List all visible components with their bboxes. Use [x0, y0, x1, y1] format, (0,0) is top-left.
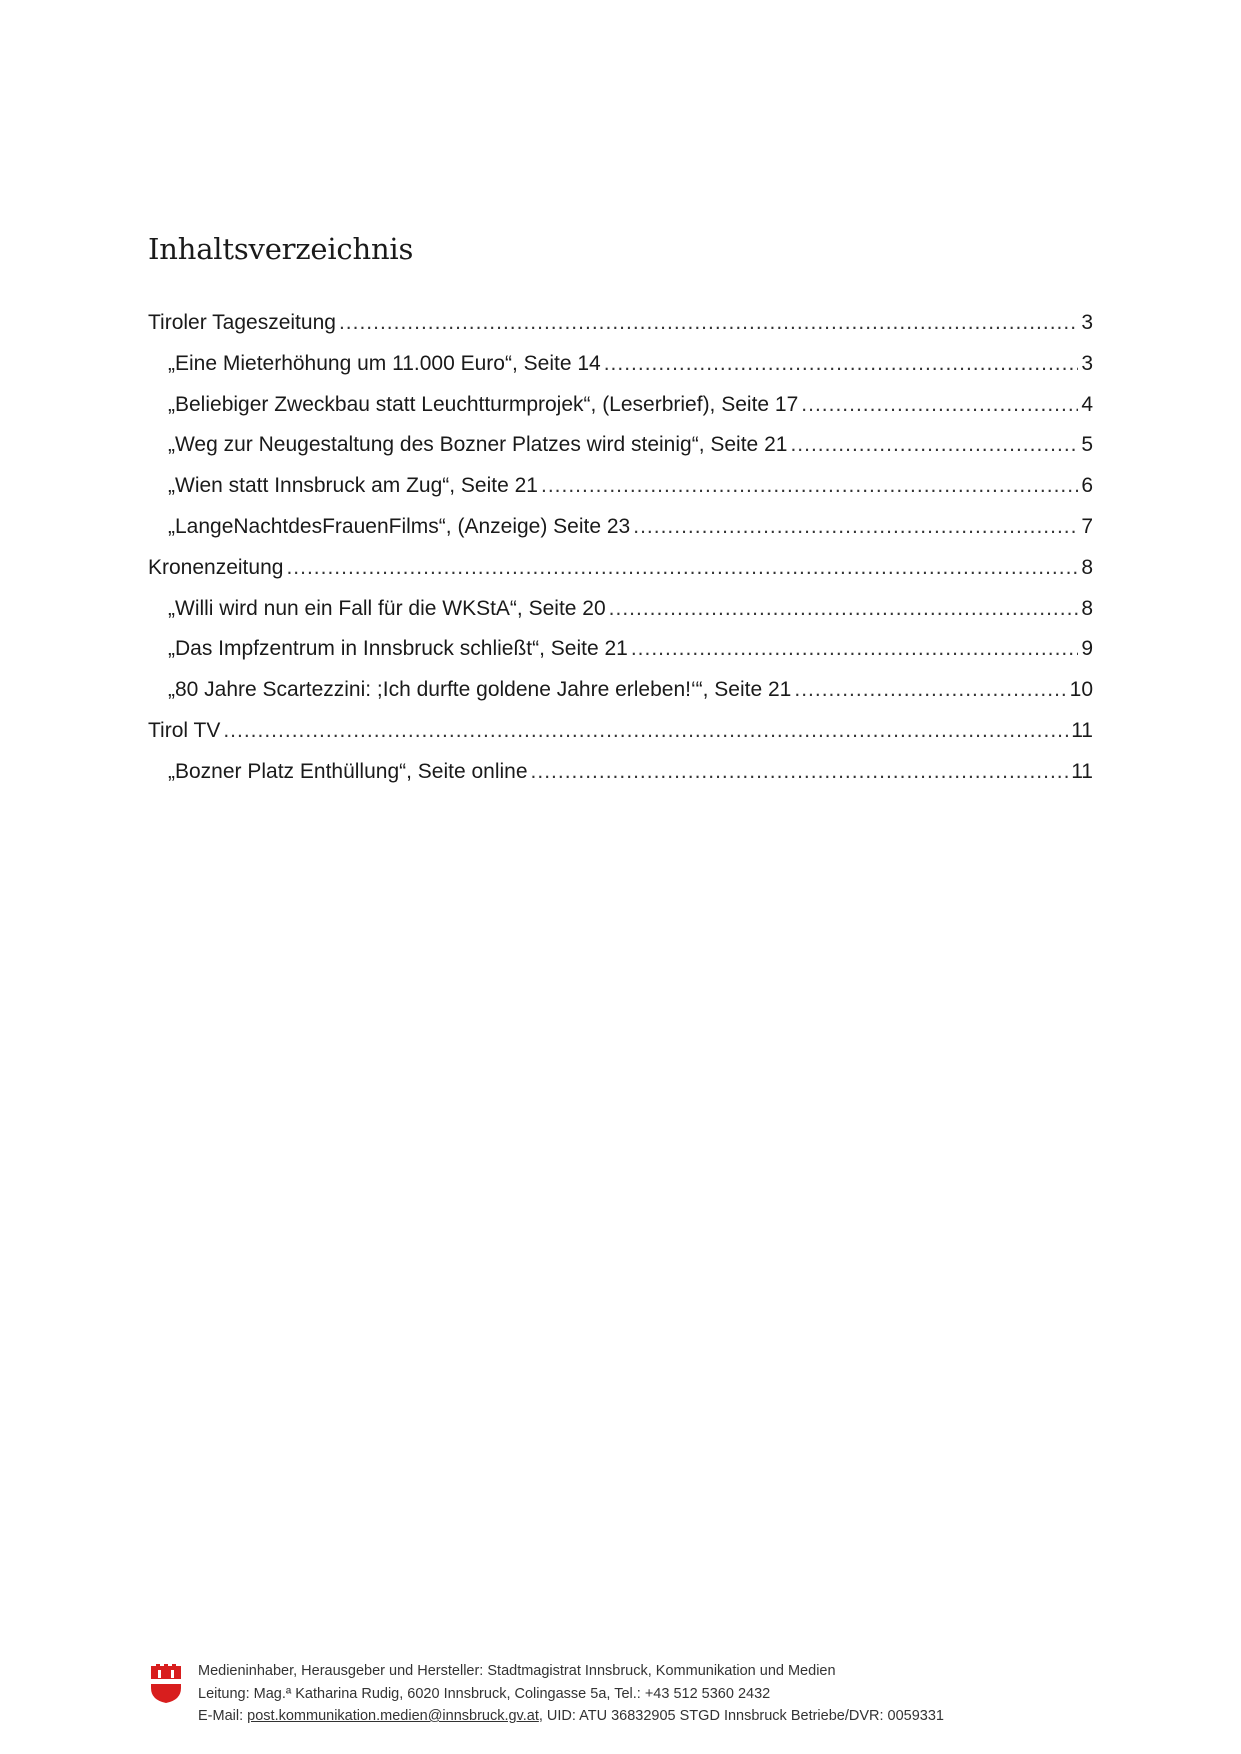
toc-dot-leader	[339, 303, 1078, 344]
toc-dot-leader	[609, 589, 1079, 630]
footer	[150, 1660, 1090, 1730]
page-title: Inhaltsverzeichnis	[148, 232, 414, 266]
toc-page-number: 3	[1081, 311, 1093, 334]
toc-page-number: 6	[1081, 474, 1093, 498]
toc-section-entry[interactable]	[148, 303, 1093, 344]
toc-section-entry[interactable]	[148, 548, 1093, 589]
toc-article-entry[interactable]	[148, 385, 1093, 426]
toc-article-entry[interactable]	[148, 589, 1093, 630]
toc-entry-title: Kronenzeitung	[148, 555, 284, 579]
toc-entry-title: „Wien statt Innsbruck am Zug“, Seite 21	[168, 474, 538, 498]
toc-page-number: 8	[1081, 596, 1093, 620]
footer-text	[198, 1660, 944, 1728]
footer-email-prefix: E-Mail:	[198, 1708, 248, 1724]
toc-entry-title: „Weg zur Neugestaltung des Bozner Platzes wird steinig“, Seite 21	[168, 433, 788, 457]
toc-dot-leader	[223, 711, 1068, 752]
toc-entry-title: Tirol TV	[148, 718, 221, 742]
toc-page-number: 9	[1081, 637, 1093, 661]
footer-line-contact: Leitung: Mag.ª Katharina Rudig, 6020 Innsbruck, Colingasse 5a, Tel.: +43 512 5360 2432	[198, 1685, 771, 1702]
toc-article-entry[interactable]	[148, 344, 1093, 385]
toc-section-entry[interactable]	[148, 711, 1093, 752]
toc-dot-leader	[631, 629, 1078, 670]
toc-dot-leader	[794, 670, 1066, 711]
toc-page-number: 7	[1081, 514, 1093, 538]
toc-entry-title: „LangeNachtdesFrauenFilms“, (Anzeige) Seite 23	[168, 514, 631, 538]
footer-line-email	[198, 1705, 944, 1728]
toc-dot-leader	[801, 385, 1078, 426]
toc-article-entry[interactable]	[148, 629, 1093, 670]
toc-page-number: 11	[1071, 759, 1093, 783]
toc-entry-title: „Das Impfzentrum in Innsbruck schließt“, Seite 21	[168, 637, 628, 661]
table-of-contents	[148, 303, 1093, 793]
footer-line-publisher: Medieninhaber, Herausgeber und Hersteller: Stadtmagistrat Innsbruck, Kommunikation und Medien	[198, 1663, 836, 1679]
toc-page-number: 5	[1081, 433, 1093, 457]
innsbruck-coat-of-arms-icon	[150, 1664, 182, 1704]
toc-entry-title: „Bozner Platz Enthüllung“, Seite online	[168, 759, 528, 783]
footer-email-suffix: , UID: ATU 36832905 STGD Innsbruck Betriebe/DVR: 0059331	[538, 1708, 944, 1724]
toc-page-number: 8	[1081, 555, 1093, 579]
toc-page-number: 4	[1081, 392, 1093, 416]
toc-article-entry[interactable]	[148, 670, 1093, 711]
toc-page-number: 10	[1069, 678, 1093, 702]
toc-dot-leader	[604, 344, 1079, 385]
toc-entry-title: Tiroler Tageszeitung	[148, 311, 336, 334]
toc-page-number: 11	[1071, 718, 1093, 742]
toc-dot-leader	[531, 752, 1069, 793]
toc-dot-leader	[286, 548, 1078, 589]
toc-article-entry[interactable]	[148, 466, 1093, 507]
toc-dot-leader	[633, 507, 1078, 548]
email-link[interactable]: post.kommunikation.medien@innsbruck.gv.at	[247, 1708, 539, 1724]
toc-page-number: 3	[1081, 351, 1093, 375]
toc-entry-title: „Eine Mieterhöhung um 11.000 Euro“, Seite 14	[168, 351, 601, 375]
toc-entry-title: „Beliebiger Zweckbau statt Leuchtturmprojek“, (Leserbrief), Seite 17	[168, 392, 799, 416]
toc-article-entry[interactable]	[148, 507, 1093, 548]
toc-dot-leader	[790, 425, 1078, 466]
toc-entry-title: „Willi wird nun ein Fall für die WKStA“, Seite 20	[168, 596, 606, 620]
toc-article-entry[interactable]	[148, 752, 1093, 793]
toc-dot-leader	[541, 466, 1078, 507]
toc-article-entry[interactable]	[148, 425, 1093, 466]
toc-entry-title: „80 Jahre Scartezzini: ;Ich durfte goldene Jahre erleben!‘“, Seite 21	[168, 678, 792, 702]
